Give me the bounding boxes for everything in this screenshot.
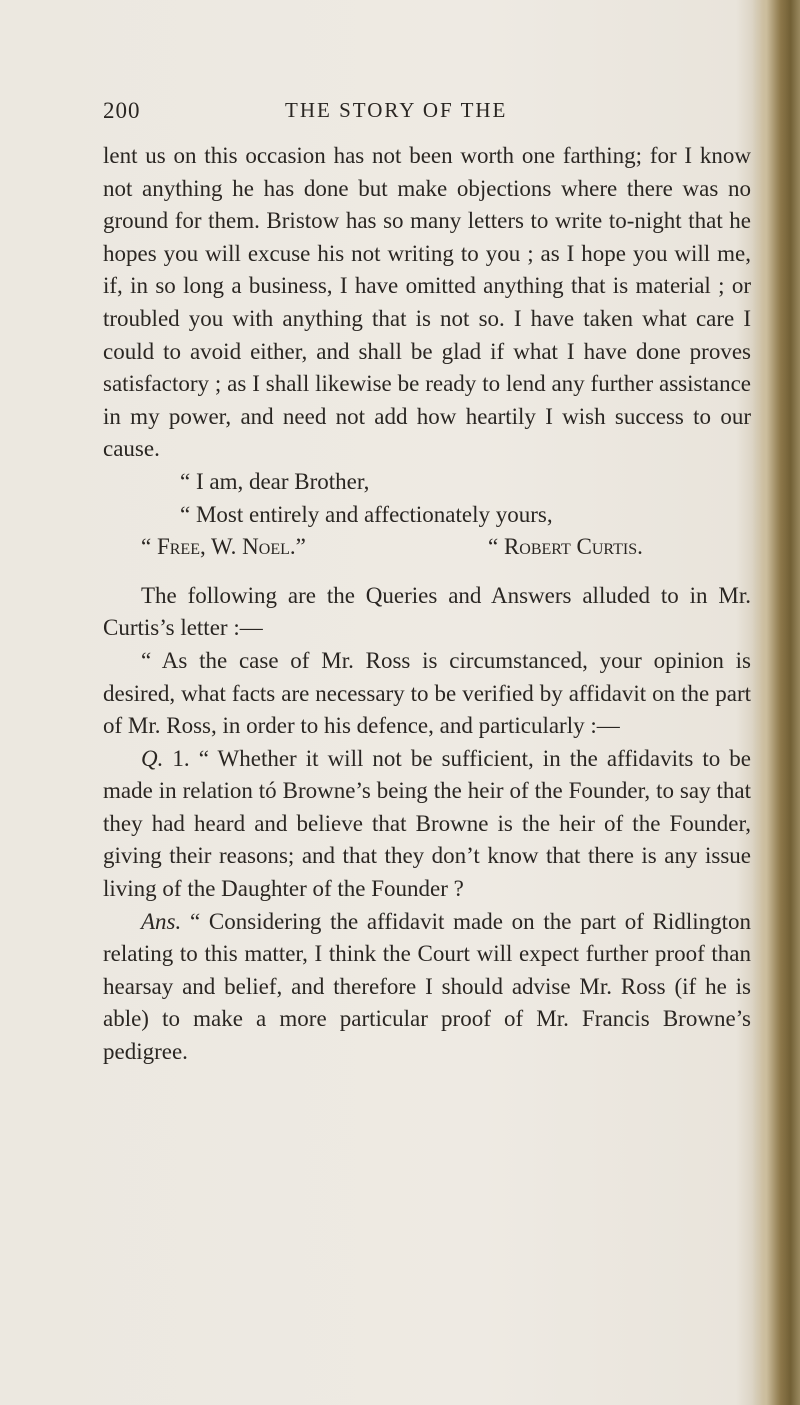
signature-closing: “ Most entirely and affectionately yours,	[180, 501, 553, 527]
query-text: 1. “ Whether it will not be sufficient, in the affidavits to be made in relation tó Browne’s being the heir of the Founder, to say that they had heard and believe that Browne is the heir of the Founder, giving their reasons; and that they don’t know that there is any issue living of the Daughter of the Founder ?	[103, 745, 751, 902]
paragraph-intro: The following are the Queries and Answers alluded to in Mr. Curtis’s letter :—	[103, 582, 751, 641]
running-head: THE STORY OF THE	[285, 98, 508, 122]
query-label: Q.	[141, 745, 164, 771]
page-header	[0, 98, 760, 128]
signature-salutation: “ I am, dear Brother,	[180, 468, 370, 494]
answer-text: “ Considering the affidavit made on the part of Ridlington relating to this matter, I think the Court will expect further proof than hearsay and belief, and therefore I should advise Mr. Ross (if he is able) to make a more particular proof of Mr. Francis Browne’s pedigree.	[103, 908, 751, 1065]
page-body	[103, 140, 751, 1069]
page-number: 200	[103, 98, 141, 123]
franking-line: “ Free, W. Noel.”	[141, 534, 306, 560]
paragraph-letter-end: lent us on this occasion has not been worth one farthing; for I know not anything he has done but make objections where there was no ground for them. Bristow has so many letters to write to-night that he hopes you will excuse his not writing to you ; as I hope you will me, if, in so long a business, I have omitted anything that is material ; or troubled you with anything that is not so. I have taken what care I could to avoid either, and shall be glad if what I have done proves satisfactory ; as I shall likewise be ready to lend any further assistance in my power, and need not add how heartily I wish success to our cause.	[103, 143, 751, 462]
page-edge-shadow	[752, 0, 800, 1405]
query-1	[103, 743, 751, 906]
paragraph-query-intro: “ As the case of Mr. Ross is circumstanced, your opinion is desired, what facts are necessary to be verified by affidavit on the part of Mr. Ross, in order to his defence, and particularly :—	[103, 647, 751, 739]
signature-name: “ Robert Curtis.	[488, 534, 643, 560]
answer-label: Ans.	[141, 908, 182, 934]
answer-1	[103, 906, 751, 1069]
spacer	[103, 564, 751, 580]
